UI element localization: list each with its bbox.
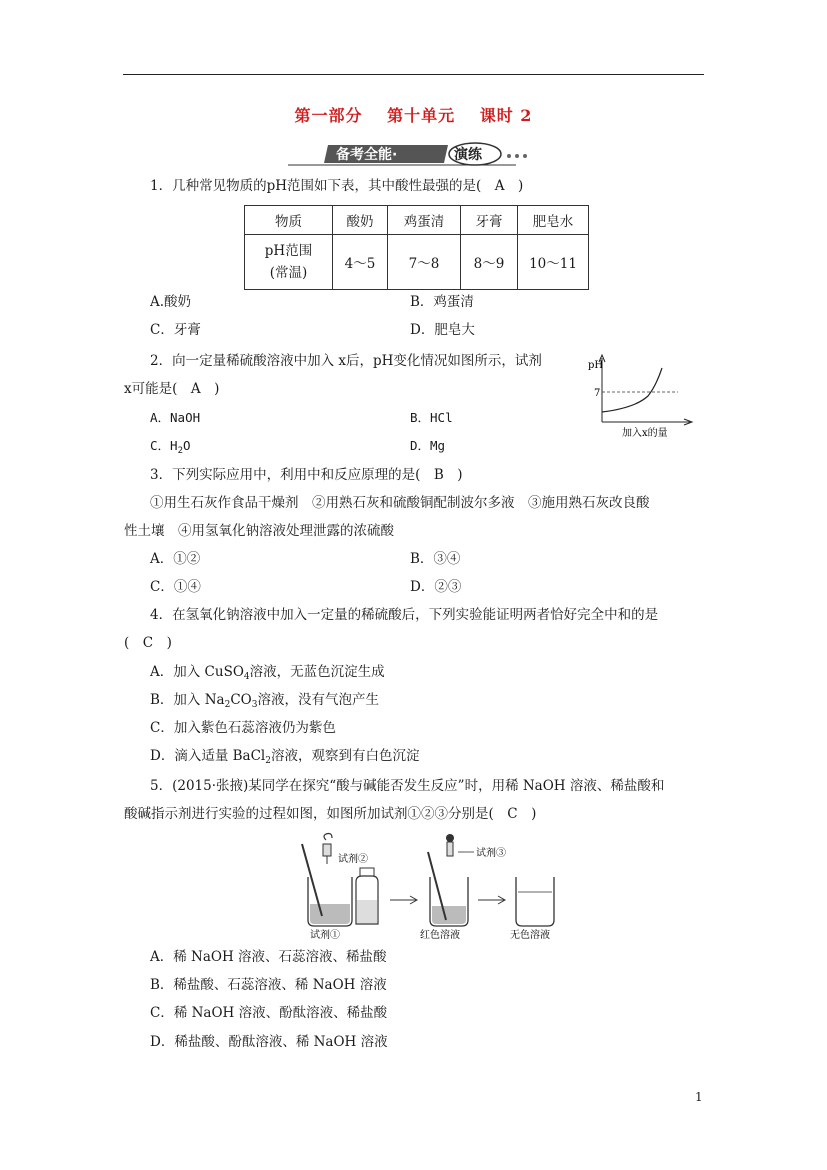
banner-label-practice: 演练 — [454, 147, 482, 163]
q5-option-d: D．稀盐酸、酚酞溶液、稀 NaOH 溶液 — [150, 1034, 388, 1050]
table-row — [245, 206, 589, 235]
table-header: 物质 — [245, 206, 333, 235]
question-3-items: ①用生石灰作食品干燥剂 ②用熟石灰和硫酸铜配制波尔多液 ③施用熟石灰改良酸 — [150, 495, 650, 511]
question-2-stem-cont: x可能是( A ) — [124, 381, 220, 397]
table-header: 酸奶 — [333, 206, 388, 235]
row-label-line: (常温) — [269, 265, 308, 281]
q3-option-b: B．③④ — [410, 551, 461, 567]
label-reagent-1: 试剂① — [310, 930, 340, 941]
q5-option-a: A．稀 NaOH 溶液、石蕊溶液、稀盐酸 — [150, 949, 387, 965]
question-4-stem-cont: ( C ) — [124, 635, 172, 651]
table-cell: 4～5 — [333, 235, 388, 290]
q1-option-c: C．牙膏 — [150, 322, 201, 338]
question-5-stem: 5．(2015·张掖)某同学在探究“酸与碱能否发生反应”时，用稀 NaOH 溶液、稀盐酸和 — [150, 778, 665, 794]
title-part: 课时 2 — [479, 106, 533, 125]
label-red-solution: 红色溶液 — [420, 930, 460, 941]
q2-option-a: A．NaOH — [150, 410, 201, 425]
graph-tick-7: 7 — [594, 388, 601, 399]
q5-option-c: C．稀 NaOH 溶液、酚酞溶液、稀盐酸 — [150, 1005, 388, 1021]
q5-option-b: B．稀盐酸、石蕊溶液、稀 NaOH 溶液 — [150, 977, 387, 993]
ph-table — [244, 205, 589, 290]
page-title — [0, 103, 827, 126]
question-5-stem-cont: 酸碱指示剂进行实验的过程如图，如图所加试剂①②③分别是( C ) — [124, 806, 537, 822]
question-2-stem: 2．向一定量稀硫酸溶液中加入 x后，pH变化情况如图所示，试剂 — [150, 353, 542, 369]
q1-option-b: B．鸡蛋清 — [410, 294, 474, 310]
table-header: 肥皂水 — [518, 206, 589, 235]
table-cell: 7～8 — [388, 235, 461, 290]
q1-option-a: A.酸奶 — [150, 294, 192, 310]
q2-option-d: D．Mg — [410, 438, 446, 453]
question-3-items-cont: 性土壤 ④用氢氧化钠溶液处理泄露的浓硫酸 — [124, 523, 394, 539]
label-colorless-solution: 无色溶液 — [510, 930, 550, 941]
top-rule — [123, 74, 704, 75]
banner-label: 备考全能· — [336, 147, 398, 163]
page-number: 1 — [695, 1090, 703, 1104]
experiment-figure — [290, 832, 570, 942]
table-cell: 10～11 — [518, 235, 589, 290]
table-header: 鸡蛋清 — [388, 206, 461, 235]
q3-option-a: A．①② — [150, 551, 201, 567]
q4-option-d: D．滴入适量 BaCl$_2$溶液，观察到有白色沉淀 — [150, 748, 420, 766]
q4-option-a: A．加入 CuSO$_4$溶液，无蓝色沉淀生成 — [150, 664, 385, 682]
question-1-stem: 1．几种常见物质的pH范围如下表，其中酸性最强的是( A ) — [150, 178, 524, 194]
table-row — [245, 235, 589, 290]
label-reagent-3: 试剂③ — [476, 848, 506, 859]
table-row-label — [245, 235, 333, 290]
question-4-stem: 4．在氢氧化钠溶液中加入一定量的稀硫酸后，下列实验能证明两者恰好完全中和的是 — [150, 607, 659, 623]
ph-graph — [590, 352, 700, 442]
q2-option-c: C．$H_2O$ — [150, 438, 191, 456]
table-header: 牙膏 — [461, 206, 518, 235]
graph-ylabel: pH — [588, 360, 604, 371]
row-label-line: pH范围 — [264, 243, 313, 259]
q4-option-c: C．加入紫色石蕊溶液仍为紫色 — [150, 720, 336, 736]
label-reagent-2: 试剂② — [338, 854, 368, 865]
title-part: 第一部分 — [294, 106, 363, 125]
q1-option-d: D．肥皂大 — [410, 322, 475, 338]
q2-option-b: B．HCl — [410, 410, 453, 425]
q3-option-d: D．②③ — [410, 579, 462, 595]
graph-xlabel: 加入x的量 — [622, 428, 668, 439]
section-banner — [288, 143, 568, 167]
title-part: 第十单元 — [387, 106, 456, 125]
q3-option-c: C．①④ — [150, 579, 201, 595]
table-cell: 8～9 — [461, 235, 518, 290]
q4-option-b: B．加入 $Na_2CO_3$溶液，没有气泡产生 — [150, 692, 379, 710]
question-3-stem: 3．下列实际应用中，利用中和反应原理的是( B ) — [150, 467, 463, 483]
